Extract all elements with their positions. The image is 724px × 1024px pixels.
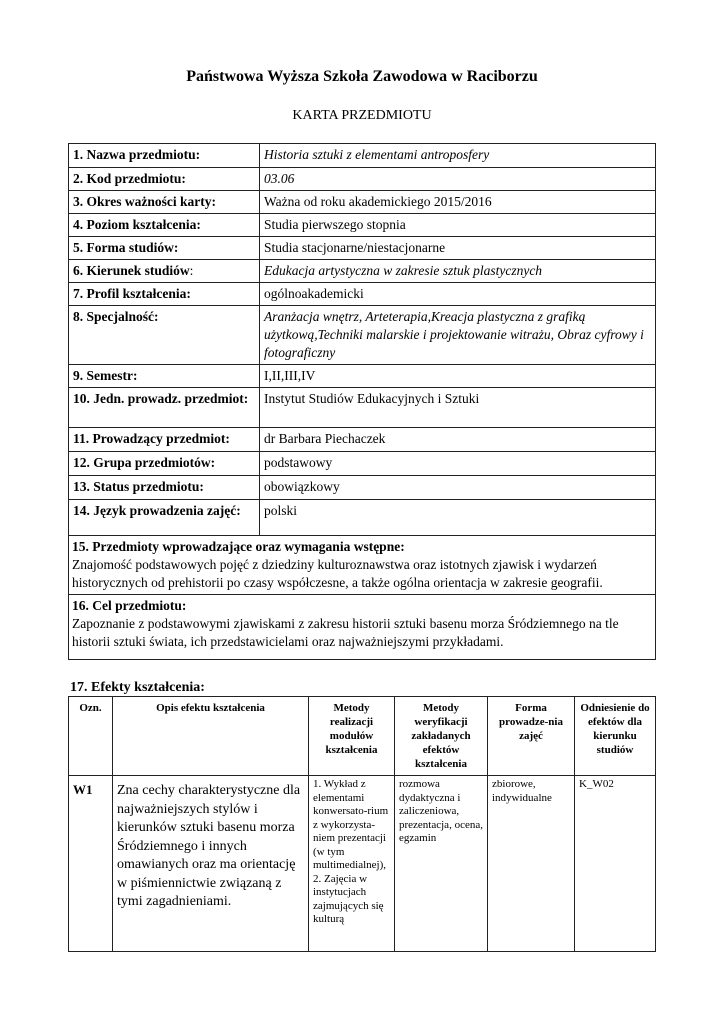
table-row — [69, 428, 656, 452]
table-row — [69, 283, 656, 306]
col-header-metody-realizacji: Metody realizacji modułów kształcenia — [309, 697, 395, 776]
row-label: 1. Nazwa przedmiotu: — [69, 144, 260, 168]
table-row — [69, 365, 656, 388]
table-row — [69, 168, 656, 191]
row-value: Edukacja artystyczna w zakresie sztuk plastycznych — [260, 260, 656, 283]
row-value: dr Barbara Piechaczek — [260, 428, 656, 452]
section-17-heading: 17. Efekty kształcenia: — [70, 680, 205, 695]
col-header-opis: Opis efektu kształcenia — [113, 697, 309, 776]
outcome-description: Zna cechy charakterystyczne dla najważniejszych stylów i kierunków sztuki basenu morza Śródziemnego i innych omawianych oraz ma orientację w piśmiennictwie związaną z tymi zagadnieniami. — [113, 776, 309, 952]
row-value: Aranżacja wnętrz, Arteterapia,Kreacja plastyczna z grafiką użytkową,Techniki malarskie i projektowanie witrażu, Obraz cyfrowy i fotograficzny — [260, 306, 656, 365]
outcome-methods-verification: rozmowa dydaktyczna i zaliczeniowa, prezentacja, ocena, egzamin — [395, 776, 488, 952]
table-header-row — [69, 697, 656, 776]
row-label — [69, 260, 260, 283]
row-value: 03.06 — [260, 168, 656, 191]
table-row — [69, 452, 656, 476]
table-row — [69, 476, 656, 500]
section-16-row — [69, 595, 656, 660]
table-row — [69, 260, 656, 283]
row-value: I,II,III,IV — [260, 365, 656, 388]
table-row — [69, 191, 656, 214]
table-row — [69, 144, 656, 168]
learning-outcomes-table — [68, 696, 656, 952]
section-16-text: Zapoznanie z podstawowymi zjawiskami z zakresu historii sztuki basenu morza Śródziemnego na tle historii sztuki świata, ich przedstawicielami oraz najważniejszymi przykładami. — [72, 616, 619, 649]
table-row — [69, 776, 656, 952]
row-value: polski — [260, 500, 656, 536]
outcome-methods-realization: 1. Wykład z elementami konwersato-rium z wykorzysta-niem prezentacji (w tym multimedialnej), 2. Zajęcia w instytucjach zajmujących się kulturą — [309, 776, 395, 952]
row-label: 11. Prowadzący przedmiot: — [69, 428, 260, 452]
course-card-table — [68, 143, 656, 660]
outcome-code: W1 — [69, 776, 113, 952]
col-header-metody-weryfikacji: Metody weryfikacji zakładanych efektów kształcenia — [395, 697, 488, 776]
row-label: 10. Jedn. prowadz. przedmiot: — [69, 388, 260, 428]
row-value: Studia stacjonarne/niestacjonarne — [260, 237, 656, 260]
table-row — [69, 214, 656, 237]
row-value: Historia sztuki z elementami antroposfery — [260, 144, 656, 168]
row-value: ogólnoakademicki — [260, 283, 656, 306]
outcome-reference: K_W02 — [575, 776, 656, 952]
table-row — [69, 237, 656, 260]
table-row — [69, 500, 656, 536]
row-label: 13. Status przedmiotu: — [69, 476, 260, 500]
section-16-cell — [69, 595, 656, 660]
row-label-colon: : — [189, 263, 194, 278]
row-label: 8. Specjalność: — [69, 306, 260, 365]
col-header-forma: Forma prowadze-nia zajęć — [488, 697, 575, 776]
row-label: 14. Język prowadzenia zajęć: — [69, 500, 260, 536]
row-label: 5. Forma studiów: — [69, 237, 260, 260]
col-header-ozn: Ozn. — [69, 697, 113, 776]
table-row — [69, 388, 656, 428]
row-value: obowiązkowy — [260, 476, 656, 500]
section-16-heading: 16. Cel przedmiotu: — [72, 598, 187, 613]
institution-title: Państwowa Wyższa Szkoła Zawodowa w Raciborzu — [186, 68, 538, 85]
row-value: Studia pierwszego stopnia — [260, 214, 656, 237]
row-value: podstawowy — [260, 452, 656, 476]
row-label: 2. Kod przedmiotu: — [69, 168, 260, 191]
section-15-heading: 15. Przedmioty wprowadzające oraz wymagania wstępne: — [72, 539, 405, 554]
table-row — [69, 306, 656, 365]
row-label: 7. Profil kształcenia: — [69, 283, 260, 306]
section-15-text: Znajomość podstawowych pojęć z dziedziny kulturoznawstwa oraz istotnych zjawisk i wydarzeń historycznych od prehistorii po czasy współczesne, a także ogólna orientacja w zakresie geografii. — [72, 557, 603, 590]
document-title: KARTA PRZEDMIOTU — [292, 108, 432, 123]
row-value: Instytut Studiów Edukacyjnych i Sztuki — [260, 388, 656, 428]
row-label: 9. Semestr: — [69, 365, 260, 388]
row-value: Ważna od roku akademickiego 2015/2016 — [260, 191, 656, 214]
row-label: 12. Grupa przedmiotów: — [69, 452, 260, 476]
row-label: 3. Okres ważności karty: — [69, 191, 260, 214]
row-label-bold: 6. Kierunek studiów — [73, 263, 190, 278]
section-15-cell — [69, 536, 656, 595]
section-15-row — [69, 536, 656, 595]
outcome-form: zbiorowe, indywidualne — [488, 776, 575, 952]
col-header-odniesienie: Odniesienie do efektów dla kierunku studiów — [575, 697, 656, 776]
row-label: 4. Poziom kształcenia: — [69, 214, 260, 237]
